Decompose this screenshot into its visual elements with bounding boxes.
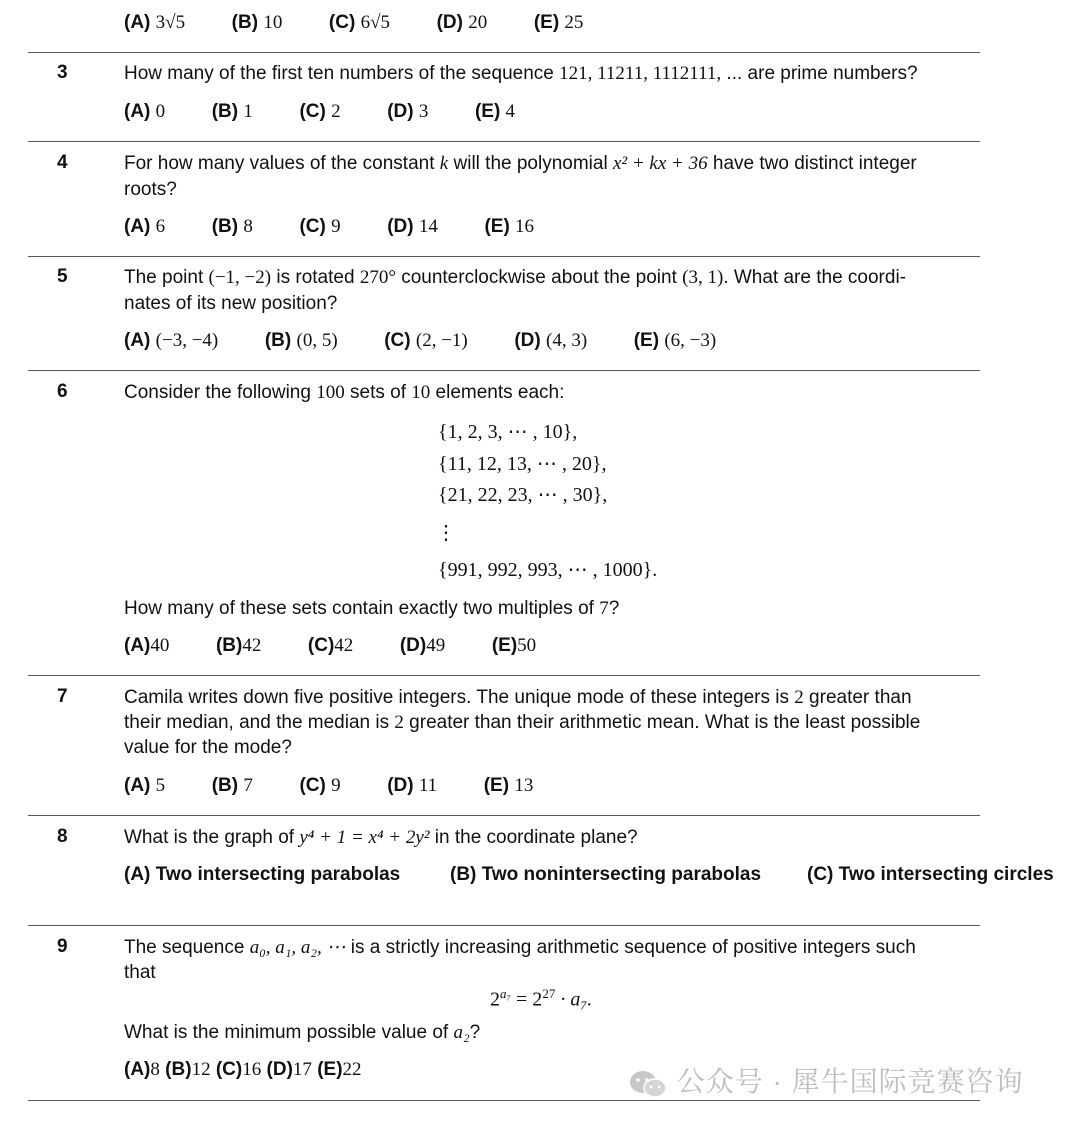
problem-text-line3: value for the mode? — [124, 737, 292, 758]
option-d: (D)17 — [266, 1059, 312, 1080]
option-e: (E) 4 — [474, 101, 516, 122]
divider — [28, 370, 980, 371]
problem-8-option-a: (A) Two intersecting parabolas — [124, 864, 401, 885]
option-c: (C) 6√5 — [328, 12, 391, 33]
problem-number: 4 — [57, 152, 68, 173]
option-b: (B) 8 — [211, 216, 253, 237]
option-b: (B) (0, 5) — [264, 330, 338, 351]
option-b: (B)12 — [165, 1059, 211, 1080]
problem-number: 7 — [57, 686, 68, 707]
option-e: (E) 16 — [484, 216, 535, 237]
problem-text: Camila writes down five positive integers. The unique mode of these integers is 2 greater than — [124, 687, 912, 708]
watermark-text: 公众号 · 犀牛国际竞赛咨询 — [676, 1066, 1024, 1097]
problem-6-options — [124, 635, 536, 657]
problem-number: 6 — [57, 381, 68, 402]
problem-5-options — [124, 330, 716, 352]
option-c: (C)42 — [307, 635, 354, 656]
option-e: (E)50 — [491, 635, 537, 656]
option-d: (D)49 — [399, 635, 446, 656]
divider — [28, 52, 980, 53]
problem-7-options — [124, 775, 533, 797]
option-a: (A)8 — [124, 1059, 160, 1080]
problem-number: 3 — [57, 62, 68, 83]
option-e: (E) 25 — [533, 12, 584, 33]
problem-8-option-c: (C) Two intersecting circles — [807, 864, 1054, 885]
set-line: {1, 2, 3, ⋯ , 10}, — [438, 421, 578, 443]
option-e: (E)22 — [317, 1059, 362, 1080]
option-d: (D) 14 — [387, 216, 438, 237]
problem-text-line2: roots? — [124, 179, 177, 200]
problem-text: How many of the first ten numbers of the sequence 121, 11211, 1112111, ... are prime numbers? — [124, 63, 918, 84]
problem-number: 9 — [57, 936, 68, 957]
problem-text: What is the graph of y⁴ + 1 = x⁴ + 2y² in the coordinate plane? — [124, 827, 638, 848]
divider — [28, 925, 980, 926]
option-b: (B)42 — [215, 635, 262, 656]
wechat-icon — [628, 1069, 668, 1099]
problem-text-line2: their median, and the median is 2 greater than their arithmetic mean. What is the least possible — [124, 712, 921, 733]
option-a: (A) 3√5 — [124, 12, 186, 33]
divider — [28, 815, 980, 816]
problem-question: How many of these sets contain exactly two multiples of 7? — [124, 598, 620, 619]
option-b: (B) 10 — [231, 12, 283, 33]
divider — [28, 675, 980, 676]
divider — [28, 1100, 980, 1101]
vertical-ellipsis: ⋮ — [436, 522, 456, 544]
option-a: (A) 0 — [124, 101, 166, 122]
set-line: {991, 992, 993, ⋯ , 1000}. — [438, 559, 658, 581]
problem-9-options — [124, 1059, 362, 1081]
problem-question: What is the minimum possible value of a₂? — [124, 1022, 481, 1043]
problem-4-options — [124, 216, 534, 238]
problem-text: The sequence a₀, a₁, a₂, ⋯ is a strictly increasing arithmetic sequence of positive integers such — [124, 937, 916, 958]
divider — [28, 256, 980, 257]
option-d: (D) (4, 3) — [514, 330, 588, 351]
option-e: (E) 13 — [483, 775, 534, 796]
problem-number: 8 — [57, 826, 68, 847]
problem-number: 5 — [57, 266, 68, 287]
option-e: (E) (6, −3) — [633, 330, 717, 351]
option-a: (A) 5 — [124, 775, 166, 796]
option-d: (D) 20 — [436, 12, 488, 33]
option-a: (A) (−3, −4) — [124, 330, 219, 351]
option-c: (C) 9 — [299, 216, 341, 237]
option-d: (D) 3 — [387, 101, 429, 122]
problem-8-option-b: (B) Two nonintersecting parabolas — [450, 864, 762, 885]
option-a: (A)40 — [124, 635, 170, 656]
watermark — [628, 1060, 1024, 1100]
option-c: (C) (2, −1) — [384, 330, 468, 351]
problem-text: For how many values of the constant k will the polynomial x² + kx + 36 have two distinct integer — [124, 153, 917, 174]
option-a: (A) 6 — [124, 216, 166, 237]
set-line: {11, 12, 13, ⋯ , 20}, — [438, 453, 607, 475]
problem-text-line2: nates of its new position? — [124, 293, 338, 314]
option-c: (C) 2 — [299, 101, 341, 122]
problem-text: The point (−1, −2) is rotated 270° counterclockwise about the point (3, 1). What are the coordi- — [124, 267, 907, 288]
option-c: (C) 9 — [299, 775, 341, 796]
problem-3-options — [124, 101, 515, 123]
equation: $2^{a_7} = 2^{27} \cdot a_7$. — [490, 986, 593, 1011]
option-c: (C)16 — [215, 1059, 262, 1080]
problem-text: Consider the following 100 sets of 10 elements each: — [124, 382, 565, 403]
option-b: (B) 7 — [211, 775, 253, 796]
problem-text-line2: that — [124, 962, 156, 983]
option-b: (B) 1 — [211, 101, 253, 122]
set-line: {21, 22, 23, ⋯ , 30}, — [438, 484, 608, 506]
divider — [28, 141, 980, 142]
option-d: (D) 11 — [387, 775, 438, 796]
problem-2-options — [124, 12, 583, 34]
